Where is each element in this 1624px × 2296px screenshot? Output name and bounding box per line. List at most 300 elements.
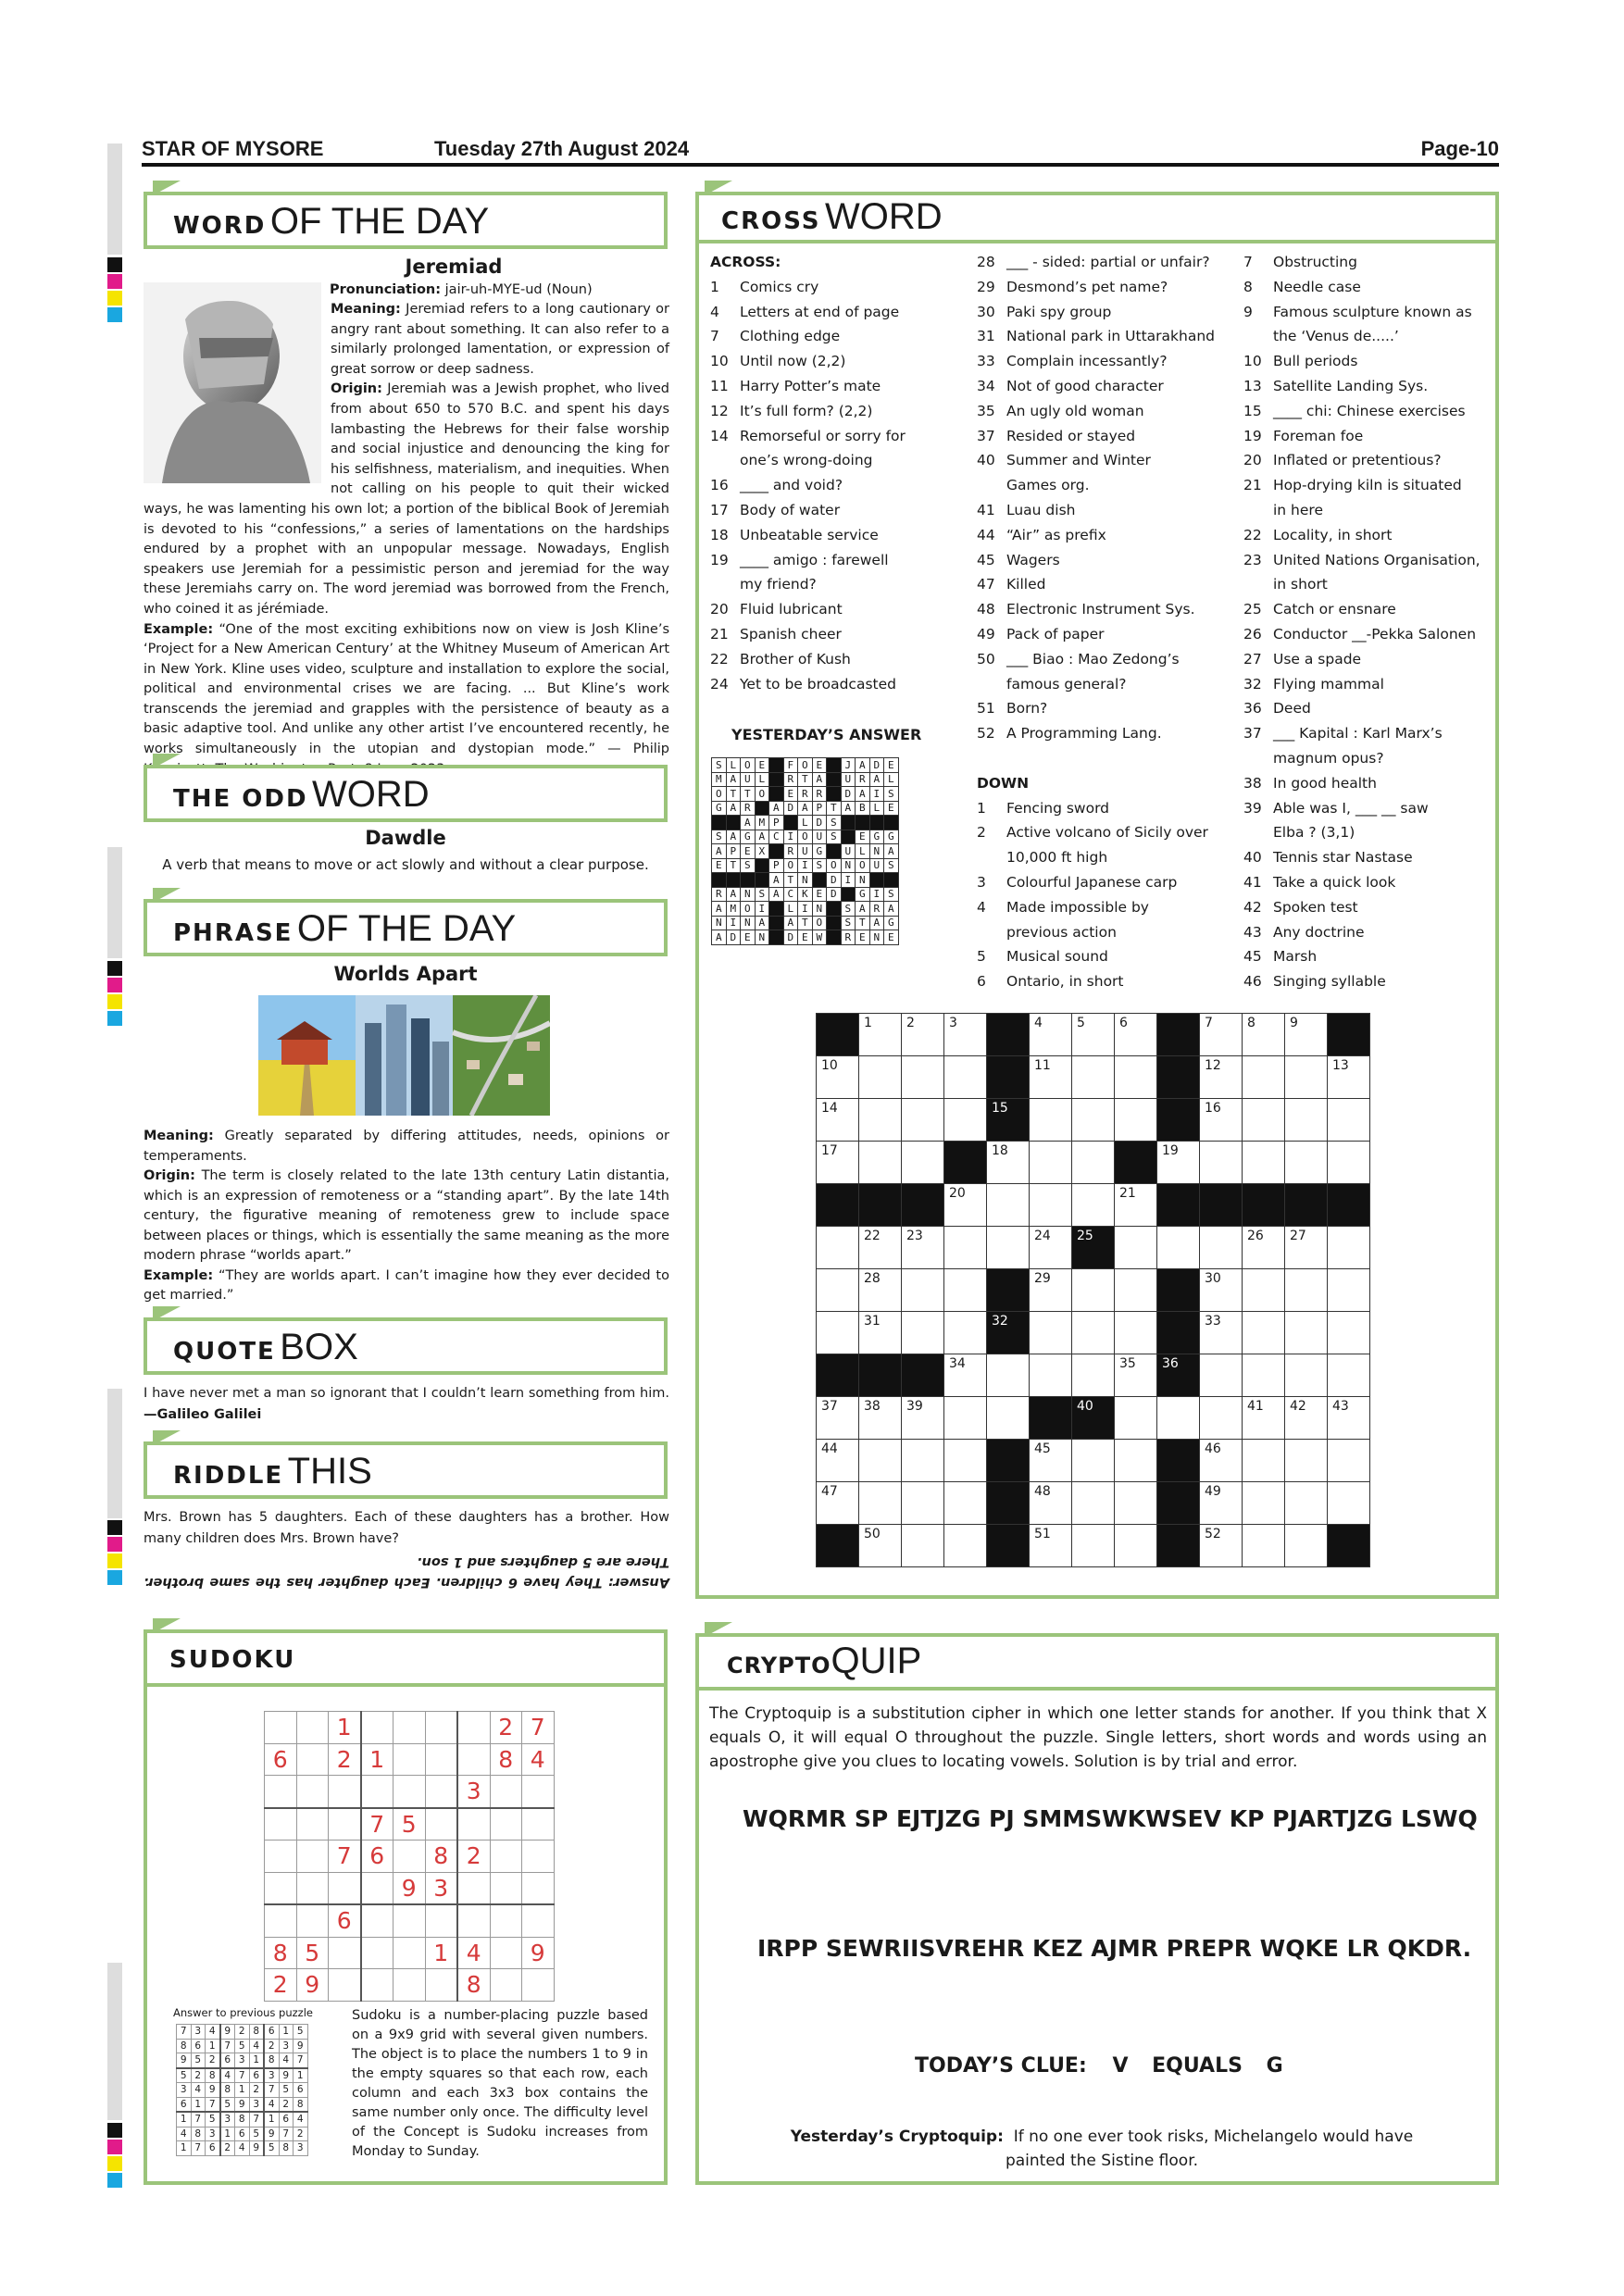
clue-text: ____ amigo : farewell (740, 551, 889, 568)
sudoku-cell[interactable] (329, 1969, 361, 2002)
sudoku-cell[interactable]: 7 (522, 1712, 555, 1744)
crossword-cell[interactable] (1115, 1184, 1157, 1227)
crossword-cell[interactable] (944, 1099, 987, 1142)
crossword-cell[interactable] (1243, 1056, 1285, 1099)
clue-number: 29 (977, 278, 995, 295)
answer-cell: F (783, 758, 798, 773)
clue-number: 8 (1243, 278, 1253, 295)
clue-item (977, 572, 1215, 597)
sudoku-cell: 3 (279, 2039, 294, 2053)
crossword-cell[interactable] (1072, 1269, 1115, 1312)
crossword-cell[interactable] (1115, 1056, 1157, 1099)
crossword-cell[interactable] (1243, 1482, 1285, 1525)
crossword-cell[interactable] (1243, 1312, 1285, 1354)
yesterday-cryptoquip-text: If no one ever took risks, Michelangelo would have painted the Sistine floor. (1005, 2128, 1414, 2170)
clue-item: Games org. (1006, 477, 1090, 494)
crossword-cell[interactable] (944, 1397, 987, 1440)
sudoku-cell[interactable]: 6 (265, 1743, 297, 1776)
crossword-cell[interactable] (1285, 1354, 1328, 1397)
sudoku-cell[interactable]: 9 (394, 1872, 426, 1904)
sudoku-cell[interactable]: 6 (329, 1904, 361, 1937)
answer-cell: G (712, 801, 727, 816)
crossword-cell[interactable] (987, 1397, 1030, 1440)
clue-item (1243, 920, 1480, 945)
crossword-cell[interactable] (987, 1227, 1030, 1269)
sudoku-cell: 1 (294, 2068, 308, 2083)
crossword-cell[interactable] (859, 1269, 902, 1312)
crossword-cell[interactable] (1243, 1014, 1285, 1056)
sudoku-cell: 1 (206, 2039, 220, 2053)
crossword-cell[interactable] (944, 1312, 987, 1354)
sudoku-cell[interactable] (457, 1872, 490, 1904)
sudoku-cell[interactable]: 8 (425, 1841, 457, 1873)
sudoku-cell[interactable]: 2 (329, 1743, 361, 1776)
crossword-cell[interactable] (1328, 1312, 1370, 1354)
crossword-cell[interactable] (817, 1482, 859, 1525)
sudoku-cell[interactable] (522, 1808, 555, 1841)
crossword-cell[interactable] (1030, 1354, 1072, 1397)
crossword-cell[interactable] (1072, 1099, 1115, 1142)
sudoku-cell[interactable] (490, 1969, 522, 2002)
sudoku-cell[interactable] (425, 1743, 457, 1776)
crossword-cell[interactable] (902, 1482, 944, 1525)
crossword-cell[interactable] (1157, 1142, 1200, 1184)
sudoku-cell[interactable]: 8 (490, 1743, 522, 1776)
clue-text: Colourful Japanese carp (1006, 873, 1178, 891)
sudoku-cell[interactable] (522, 1904, 555, 1937)
clue-number: 22 (1243, 526, 1262, 543)
sudoku-cell[interactable] (296, 1712, 329, 1744)
sudoku-cell[interactable]: 1 (425, 1937, 457, 1969)
crossword-cell[interactable] (1328, 1440, 1370, 1482)
sudoku-cell[interactable] (329, 1872, 361, 1904)
crossword-cell[interactable] (1072, 1440, 1115, 1482)
crossword-cell[interactable] (859, 1142, 902, 1184)
sudoku-cell[interactable] (296, 1841, 329, 1873)
clue-number: 45 (977, 551, 995, 568)
crossword-cell[interactable] (1200, 1099, 1243, 1142)
sudoku-cell[interactable] (265, 1712, 297, 1744)
word-of-day-title-box (144, 192, 668, 249)
crossword-cell[interactable] (1030, 1227, 1072, 1269)
crossword-cell[interactable] (902, 1525, 944, 1567)
sudoku-cell[interactable] (265, 1808, 297, 1841)
sudoku-cell[interactable] (394, 1743, 426, 1776)
sudoku-cell[interactable] (394, 1937, 426, 1969)
answer-cell: J (841, 758, 856, 773)
sudoku-cell[interactable] (394, 1841, 426, 1873)
crossword-cell[interactable] (817, 1142, 859, 1184)
sudoku-cell[interactable] (361, 1937, 394, 1969)
crossword-cell[interactable] (1030, 1142, 1072, 1184)
clue-text: Harry Potter’s mate (740, 377, 881, 394)
crossword-cell[interactable] (1030, 1525, 1072, 1567)
clue-text: Singing syllable (1273, 973, 1386, 991)
clue-text: Electronic Instrument Sys. (1006, 601, 1195, 618)
crossword-cell[interactable] (944, 1227, 987, 1269)
crossword-cell[interactable] (902, 1142, 944, 1184)
crossword-cell[interactable] (859, 1227, 902, 1269)
phrase-title-large: OF THE DAY (296, 908, 517, 949)
crossword-cell[interactable] (987, 1184, 1030, 1227)
black-cell (827, 787, 842, 802)
crossword-cell[interactable] (1243, 1525, 1285, 1567)
crossword-cell[interactable] (902, 1014, 944, 1056)
sudoku-cell[interactable] (425, 1776, 457, 1808)
sudoku-cell[interactable] (522, 1841, 555, 1873)
crossword-cell[interactable] (859, 1312, 902, 1354)
crossword-cell[interactable] (1243, 1099, 1285, 1142)
crossword-cell[interactable] (1285, 1142, 1328, 1184)
crossword-cell[interactable] (1243, 1440, 1285, 1482)
sudoku-cell[interactable] (296, 1743, 329, 1776)
clue-item: one’s wrong-doing (740, 452, 873, 469)
sudoku-cell[interactable] (361, 1872, 394, 1904)
crossword-cell[interactable] (1115, 1440, 1157, 1482)
crossword-cell[interactable] (1328, 1269, 1370, 1312)
sudoku-cell[interactable] (296, 1808, 329, 1841)
phrase-body (144, 1127, 669, 1306)
crossword-cell[interactable] (1243, 1397, 1285, 1440)
sudoku-cell[interactable] (457, 1712, 490, 1744)
crossword-cell[interactable] (1243, 1354, 1285, 1397)
clue-text: ___ Kapital : Karl Marx’s (1273, 725, 1443, 742)
crossword-cell[interactable] (1030, 1099, 1072, 1142)
clue-item: in short (1273, 576, 1328, 593)
sudoku-cell[interactable] (329, 1937, 361, 1969)
crossword-cell[interactable] (902, 1440, 944, 1482)
crossword-cell[interactable] (859, 1099, 902, 1142)
sudoku-cell[interactable] (296, 1776, 329, 1808)
black-cell (1072, 1227, 1115, 1269)
sudoku-cell[interactable] (490, 1841, 522, 1873)
clue-number: 22 (710, 650, 729, 668)
black-cell (1328, 1014, 1370, 1056)
crossword-cell[interactable] (817, 1056, 859, 1099)
crossword-cell[interactable] (1157, 1227, 1200, 1269)
sudoku-cell[interactable] (265, 1904, 297, 1937)
clue-item (710, 374, 906, 399)
crossword-cell[interactable] (902, 1269, 944, 1312)
sudoku-cell[interactable]: 9 (522, 1937, 555, 1969)
crossword-cell[interactable] (1072, 1056, 1115, 1099)
sudoku-cell[interactable]: 1 (329, 1712, 361, 1744)
crossword-cell[interactable] (1328, 1482, 1370, 1525)
sudoku-cell: 9 (294, 2039, 308, 2053)
registration-black (107, 257, 122, 272)
crossword-cell[interactable] (859, 1440, 902, 1482)
sudoku-cell[interactable] (490, 1872, 522, 1904)
answer-cell: N (856, 873, 870, 888)
clue-item (977, 895, 1215, 920)
clue-number: 41 (977, 501, 995, 518)
sudoku-cell[interactable] (490, 1904, 522, 1937)
crossword-cell[interactable] (1285, 1525, 1328, 1567)
clue-item (977, 498, 1215, 523)
sudoku-cell[interactable] (522, 1969, 555, 2002)
crossword-cell[interactable] (987, 1142, 1030, 1184)
sudoku-cell[interactable] (457, 1743, 490, 1776)
crossword-cell[interactable] (1328, 1142, 1370, 1184)
answer-cell: G (812, 844, 827, 859)
sudoku-cell[interactable]: 5 (296, 1937, 329, 1969)
sudoku-cell[interactable]: 1 (361, 1743, 394, 1776)
sudoku-cell[interactable] (329, 1808, 361, 1841)
crossword-cell[interactable] (1285, 1482, 1328, 1525)
crossword-cell[interactable] (1243, 1269, 1285, 1312)
sudoku-cell[interactable] (394, 1969, 426, 2002)
crossword-cell[interactable] (902, 1099, 944, 1142)
black-cell (841, 816, 856, 830)
crossword-cell[interactable] (1200, 1482, 1243, 1525)
black-cell (1285, 1184, 1328, 1227)
answer-cell: T (741, 787, 756, 802)
odd-word-title-large: WORD (312, 774, 430, 815)
crossword-cell[interactable] (817, 1440, 859, 1482)
crossword-cell[interactable] (944, 1184, 987, 1227)
answer-cell: A (884, 844, 899, 859)
crossword-cell[interactable] (1072, 1312, 1115, 1354)
sudoku-cell: 6 (294, 2083, 308, 2098)
crossword-cell[interactable] (944, 1440, 987, 1482)
crossword-cell[interactable] (1200, 1440, 1243, 1482)
sudoku-cell[interactable] (265, 1841, 297, 1873)
sudoku-cell[interactable] (361, 1904, 394, 1937)
answer-cell: O (741, 758, 756, 773)
crossword-cell[interactable] (1243, 1227, 1285, 1269)
clue-item (1243, 721, 1480, 746)
sudoku-cell[interactable]: 9 (296, 1969, 329, 2002)
crossword-cell[interactable] (1285, 1227, 1328, 1269)
sudoku-cell[interactable]: 3 (457, 1776, 490, 1808)
clue-item (1243, 622, 1480, 647)
crossword-cell[interactable] (817, 1269, 859, 1312)
sudoku-cell[interactable] (296, 1872, 329, 1904)
crossword-cell[interactable] (1072, 1184, 1115, 1227)
black-cell (817, 1014, 859, 1056)
crossword-cell[interactable] (944, 1354, 987, 1397)
sudoku-cell[interactable]: 5 (394, 1808, 426, 1841)
sudoku-cell[interactable] (425, 1904, 457, 1937)
clue-text: Made impossible by (1006, 898, 1149, 916)
crossword-cell[interactable] (1285, 1269, 1328, 1312)
cell-number: 37 (821, 1399, 838, 1414)
sudoku-cell[interactable] (425, 1969, 457, 2002)
word-of-day-title-large: OF THE DAY (269, 201, 490, 242)
crossword-cell[interactable] (1200, 1312, 1243, 1354)
crossword-cell[interactable] (1030, 1440, 1072, 1482)
clue-number: 25 (1243, 601, 1262, 618)
crossword-cell[interactable] (1030, 1184, 1072, 1227)
riddle-answer-upside-down: Answer: They have 6 children. Each daughter has the same brother. There are 5 daughters and 1 son. (144, 1554, 669, 1590)
sudoku-cell[interactable] (265, 1776, 297, 1808)
sudoku-cell[interactable]: 3 (425, 1872, 457, 1904)
sudoku-cell[interactable] (361, 1712, 394, 1744)
crossword-cell[interactable] (1243, 1142, 1285, 1184)
sudoku-answer-label: Answer to previous puzzle (173, 2006, 313, 2019)
sudoku-cell[interactable]: 6 (361, 1841, 394, 1873)
clue-text: Locality, in short (1273, 526, 1393, 543)
crossword-cell[interactable] (1072, 1482, 1115, 1525)
sudoku-cell[interactable] (425, 1712, 457, 1744)
crossword-cell[interactable] (1200, 1142, 1243, 1184)
crossword-cell[interactable] (987, 1354, 1030, 1397)
crossword-cell[interactable] (1115, 1269, 1157, 1312)
crossword-cell[interactable] (902, 1056, 944, 1099)
crossword-cell[interactable] (817, 1397, 859, 1440)
crossword-cell[interactable] (1200, 1269, 1243, 1312)
crossword-cell[interactable] (1030, 1312, 1072, 1354)
black-cell (944, 1142, 987, 1184)
crossword-cell[interactable] (1200, 1056, 1243, 1099)
crossword-cell[interactable] (1328, 1099, 1370, 1142)
crossword-cell[interactable] (1115, 1482, 1157, 1525)
cell-number: 3 (949, 1016, 957, 1030)
crossword-cell[interactable] (859, 1482, 902, 1525)
answer-cell: C (769, 830, 784, 844)
crossword-cell[interactable] (1072, 1142, 1115, 1184)
crossword-cell[interactable] (1328, 1354, 1370, 1397)
crossword-cell[interactable] (859, 1397, 902, 1440)
sudoku-cell[interactable] (490, 1808, 522, 1841)
black-cell (1157, 1354, 1200, 1397)
crossword-cell[interactable] (1115, 1014, 1157, 1056)
crossword-cell[interactable] (1030, 1014, 1072, 1056)
crossword-cell[interactable] (1072, 1014, 1115, 1056)
crossword-cell[interactable] (1115, 1525, 1157, 1567)
sudoku-cell[interactable]: 7 (329, 1841, 361, 1873)
crossword-cell[interactable] (817, 1227, 859, 1269)
clue-item (977, 523, 1215, 548)
crossword-cell[interactable] (1115, 1354, 1157, 1397)
sudoku-cell[interactable]: 7 (361, 1808, 394, 1841)
sudoku-cell[interactable] (394, 1904, 426, 1937)
clue-number: 37 (977, 427, 995, 444)
sudoku-cell[interactable] (522, 1776, 555, 1808)
answer-cell: A (726, 801, 741, 816)
crossword-cell[interactable] (1115, 1397, 1157, 1440)
sudoku-cell: 5 (249, 2127, 264, 2141)
sudoku-cell: 4 (177, 2127, 192, 2141)
sudoku-cell[interactable] (394, 1712, 426, 1744)
sudoku-cell[interactable] (361, 1776, 394, 1808)
sudoku-cell[interactable] (394, 1776, 426, 1808)
crossword-cell[interactable] (1328, 1227, 1370, 1269)
cell-number: 7 (1205, 1016, 1213, 1030)
sudoku-cell[interactable]: 4 (522, 1743, 555, 1776)
sudoku-cell[interactable] (361, 1969, 394, 2002)
clue-text: ____ and void? (740, 477, 843, 494)
sudoku-cell[interactable] (522, 1872, 555, 1904)
clue-item (1243, 349, 1480, 374)
crossword-cell[interactable] (1285, 1397, 1328, 1440)
crossword-cell[interactable] (902, 1227, 944, 1269)
clue-item (710, 647, 906, 672)
crossword-cell[interactable] (1285, 1014, 1328, 1056)
crossword-cell[interactable] (859, 1525, 902, 1567)
crossword-cell[interactable] (1072, 1354, 1115, 1397)
crossword-cell[interactable] (1157, 1397, 1200, 1440)
crossword-cell[interactable] (859, 1056, 902, 1099)
crossword-cell[interactable] (1328, 1397, 1370, 1440)
crossword-cell[interactable] (944, 1482, 987, 1525)
crossword-cell[interactable] (1200, 1354, 1243, 1397)
crossword-cell[interactable] (1115, 1312, 1157, 1354)
crossword-cell[interactable] (944, 1056, 987, 1099)
sudoku-cell[interactable] (490, 1776, 522, 1808)
crossword-cell[interactable] (1072, 1525, 1115, 1567)
crossword-cell[interactable] (1285, 1312, 1328, 1354)
black-cell (987, 1056, 1030, 1099)
crossword-cell[interactable] (1285, 1440, 1328, 1482)
clue-plain-letter: G (1266, 2054, 1283, 2078)
crossword-cell[interactable] (1200, 1014, 1243, 1056)
cell-number: 18 (992, 1143, 1008, 1158)
crossword-cell[interactable] (944, 1269, 987, 1312)
crossword-cell[interactable] (1200, 1397, 1243, 1440)
crossword-cell[interactable] (1115, 1227, 1157, 1269)
registration-yellow (107, 2156, 122, 2171)
clue-text: “Air” as prefix (1006, 526, 1106, 543)
black-cell (817, 1184, 859, 1227)
sudoku-cell[interactable] (329, 1776, 361, 1808)
crossword-cell[interactable] (944, 1014, 987, 1056)
crossword-cell[interactable] (1285, 1099, 1328, 1142)
crossword-cell[interactable] (1200, 1227, 1243, 1269)
answer-cell: A (798, 801, 813, 816)
sudoku-cell[interactable]: 8 (457, 1969, 490, 2002)
crossword-cell[interactable] (944, 1525, 987, 1567)
sudoku-cell[interactable] (457, 1904, 490, 1937)
crossword-cell[interactable] (902, 1312, 944, 1354)
sudoku-cell[interactable] (457, 1808, 490, 1841)
sudoku-cell[interactable] (425, 1808, 457, 1841)
crossword-cell[interactable] (902, 1397, 944, 1440)
black-cell (1157, 1525, 1200, 1567)
sudoku-cell: 4 (249, 2039, 264, 2053)
crossword-cell[interactable] (1030, 1056, 1072, 1099)
sudoku-cell[interactable]: 4 (457, 1937, 490, 1969)
clue-text: Spanish cheer (740, 625, 842, 643)
crossword-cell[interactable] (1030, 1269, 1072, 1312)
sudoku-cell[interactable]: 2 (490, 1712, 522, 1744)
answer-cell: W (812, 930, 827, 945)
sudoku-cell[interactable]: 8 (265, 1937, 297, 1969)
sudoku-cell[interactable]: 2 (265, 1969, 297, 2002)
crossword-cell[interactable] (859, 1014, 902, 1056)
clue-text: Famous sculpture known as (1273, 303, 1472, 320)
sudoku-cell[interactable] (265, 1872, 297, 1904)
sudoku-cell: 8 (249, 2025, 264, 2040)
black-cell (859, 1354, 902, 1397)
sudoku-cell: 6 (220, 2053, 235, 2068)
crossword-cell[interactable] (817, 1099, 859, 1142)
clue-number: 24 (710, 675, 729, 693)
sudoku-cell[interactable] (490, 1937, 522, 1969)
crossword-cell[interactable] (1030, 1482, 1072, 1525)
crossword-cell[interactable] (817, 1312, 859, 1354)
crossword-cell[interactable] (1328, 1056, 1370, 1099)
crossword-cell[interactable] (1200, 1525, 1243, 1567)
black-cell (841, 887, 856, 902)
crossword-grid (816, 1013, 1370, 1567)
answer-cell: L (755, 772, 769, 787)
crossword-cell[interactable] (1285, 1056, 1328, 1099)
crossword-cell[interactable] (1115, 1099, 1157, 1142)
clue-text: Unbeatable service (740, 526, 879, 543)
sudoku-cell[interactable]: 2 (457, 1841, 490, 1873)
sudoku-cell[interactable] (296, 1904, 329, 1937)
